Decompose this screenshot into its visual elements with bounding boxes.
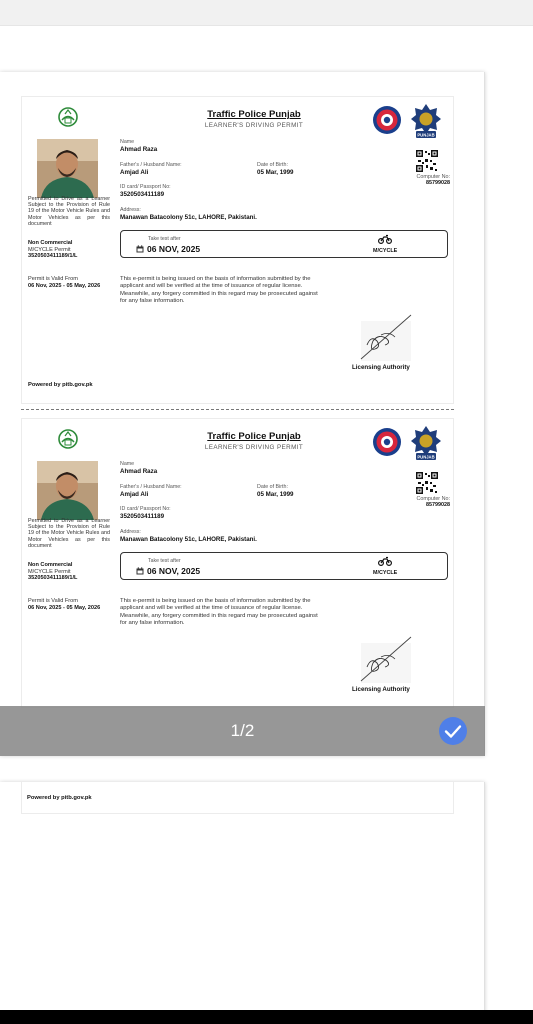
authority-signature [357,633,415,685]
check-circle-icon[interactable] [438,716,468,746]
motorcycle-icon [378,556,392,566]
permit-title: Traffic Police Punjab [207,109,301,120]
dob-value: 05 Mar, 1999 [257,169,294,176]
powered-by: Powered by pitb.gov.pk [28,382,93,388]
cnic-label: ID card/ Passport No: [120,184,171,190]
father-label: Father's / Husband Name: [120,484,182,490]
class-title: Non Commercial [28,240,73,246]
document-viewer[interactable] [0,26,533,1010]
dob-label: Date of Birth: [257,484,288,490]
computer-number [402,174,450,187]
applicant-photo [37,139,98,198]
validity [28,276,108,289]
page-indicator-bar[interactable] [0,706,485,756]
punjab-emblem-icon [56,105,80,129]
father-value: Amjad Ali [120,491,149,498]
computer-no-label: Computer No: [416,496,450,502]
traffic-police-logo-icon [372,427,402,457]
test-date: 06 NOV, 2025 [147,566,201,576]
navigation-bar [0,1010,533,1024]
address-label: Address: [120,207,141,213]
father-label: Father's / Husband Name: [120,162,182,168]
page-indicator: 1/2 [230,721,255,740]
punjab-police-badge-icon [410,103,442,139]
valid-value: 06 Nov, 2025 - 05 May, 2026 [28,604,101,611]
test-date: 06 NOV, 2025 [147,244,201,254]
name-value: Ahmad Raza [120,468,158,475]
class-sub: M/CYCLE Permit [28,246,71,253]
permit-card [21,96,454,404]
page-edge [484,72,485,756]
class-title: Non Commercial [28,562,73,568]
licensing-authority: Licensing Authority [352,686,410,693]
dob-label: Date of Birth: [257,162,288,168]
test-label: Take test after [148,558,181,564]
qr-code-icon [416,472,438,494]
powered-by: Powered by pitb.gov.pk [27,795,92,801]
disclaimer: This e-permit is being issued on the basis of information submitted by the applicant and will be verified at the time of issuance of regular license. Meanwhile, any forgery committed in this regard may be prosecuted against for any false information. [120,276,318,304]
father-value: Amjad Ali [120,169,149,176]
badge-text: PUNJAB [417,454,435,460]
pdf-page-1 [0,72,485,756]
permitted-text: Permitted to Drive as a Learner Subject to the Provision of Rule 19 of the Motor Vehicle Rules and Motor Vehicles as per this document [28,196,110,227]
qr-code-icon [416,150,438,172]
badge-text: PUNJAB [417,132,435,138]
permit-header [154,431,354,451]
valid-label: Permit is Valid From [28,598,78,604]
computer-no-label: Computer No: [416,174,450,180]
dob-value: 05 Mar, 1999 [257,491,294,498]
permit-header [154,109,354,129]
permit-number: 3520503411189/1/L [28,253,78,260]
computer-no-value: 85799028 [426,502,450,509]
page-edge [484,782,485,1024]
punjab-police-badge-icon [410,425,442,461]
class-sub: M/CYCLE Permit [28,568,71,575]
permit-subtitle: LEARNER'S DRIVING PERMIT [204,444,304,451]
top-toolbar [0,0,533,26]
computer-no-value: 85799028 [426,180,450,187]
applicant-photo [37,461,98,520]
permit-number: 3520503411189/1/L [28,575,78,582]
validity [28,598,108,611]
test-date-box [120,552,448,580]
address-value: Manawan Batacolony 51c, LAHORE, Pakistani. [120,536,257,543]
test-label: Take test after [148,236,181,242]
name-value: Ahmad Raza [120,146,158,153]
address-value: Manawan Batacolony 51c, LAHORE, Pakistani. [120,214,257,221]
disclaimer: This e-permit is being issued on the basis of information submitted by the applicant and will be verified at the time of issuance of regular license. Meanwhile, any forgery committed in this regard may be prosecuted against for any false information. [120,598,318,626]
punjab-emblem-icon [56,427,80,451]
licensing-authority: Licensing Authority [352,364,410,371]
permit-class [28,562,118,582]
test-date-box [120,230,448,258]
permitted-text: Permitted to Drive as a Learner Subject to the Provision of Rule 19 of the Motor Vehicle Rules and Motor Vehicles as per this document [28,518,110,549]
vehicle-label: M/CYCLE [373,248,398,254]
traffic-police-logo-icon [372,105,402,135]
pdf-page-2 [0,782,485,1024]
name-label: Name [120,461,135,467]
permit-title: Traffic Police Punjab [207,431,301,442]
permit-card [21,418,454,708]
calendar-icon [136,245,144,253]
valid-label: Permit is Valid From [28,276,78,282]
calendar-icon [136,567,144,575]
address-label: Address: [120,529,141,535]
cnic-label: ID card/ Passport No: [120,506,171,512]
motorcycle-icon [378,234,392,244]
authority-signature [357,311,415,363]
name-label: Name [120,139,135,145]
permit-subtitle: LEARNER'S DRIVING PERMIT [204,122,304,129]
valid-value: 06 Nov, 2025 - 05 May, 2026 [28,282,101,289]
cut-line-divider [21,409,454,410]
vehicle-label: M/CYCLE [373,570,398,576]
cnic-value: 3520503411189 [120,513,165,520]
cnic-value: 3520503411189 [120,191,165,198]
permit-class [28,240,118,260]
computer-number [402,496,450,509]
